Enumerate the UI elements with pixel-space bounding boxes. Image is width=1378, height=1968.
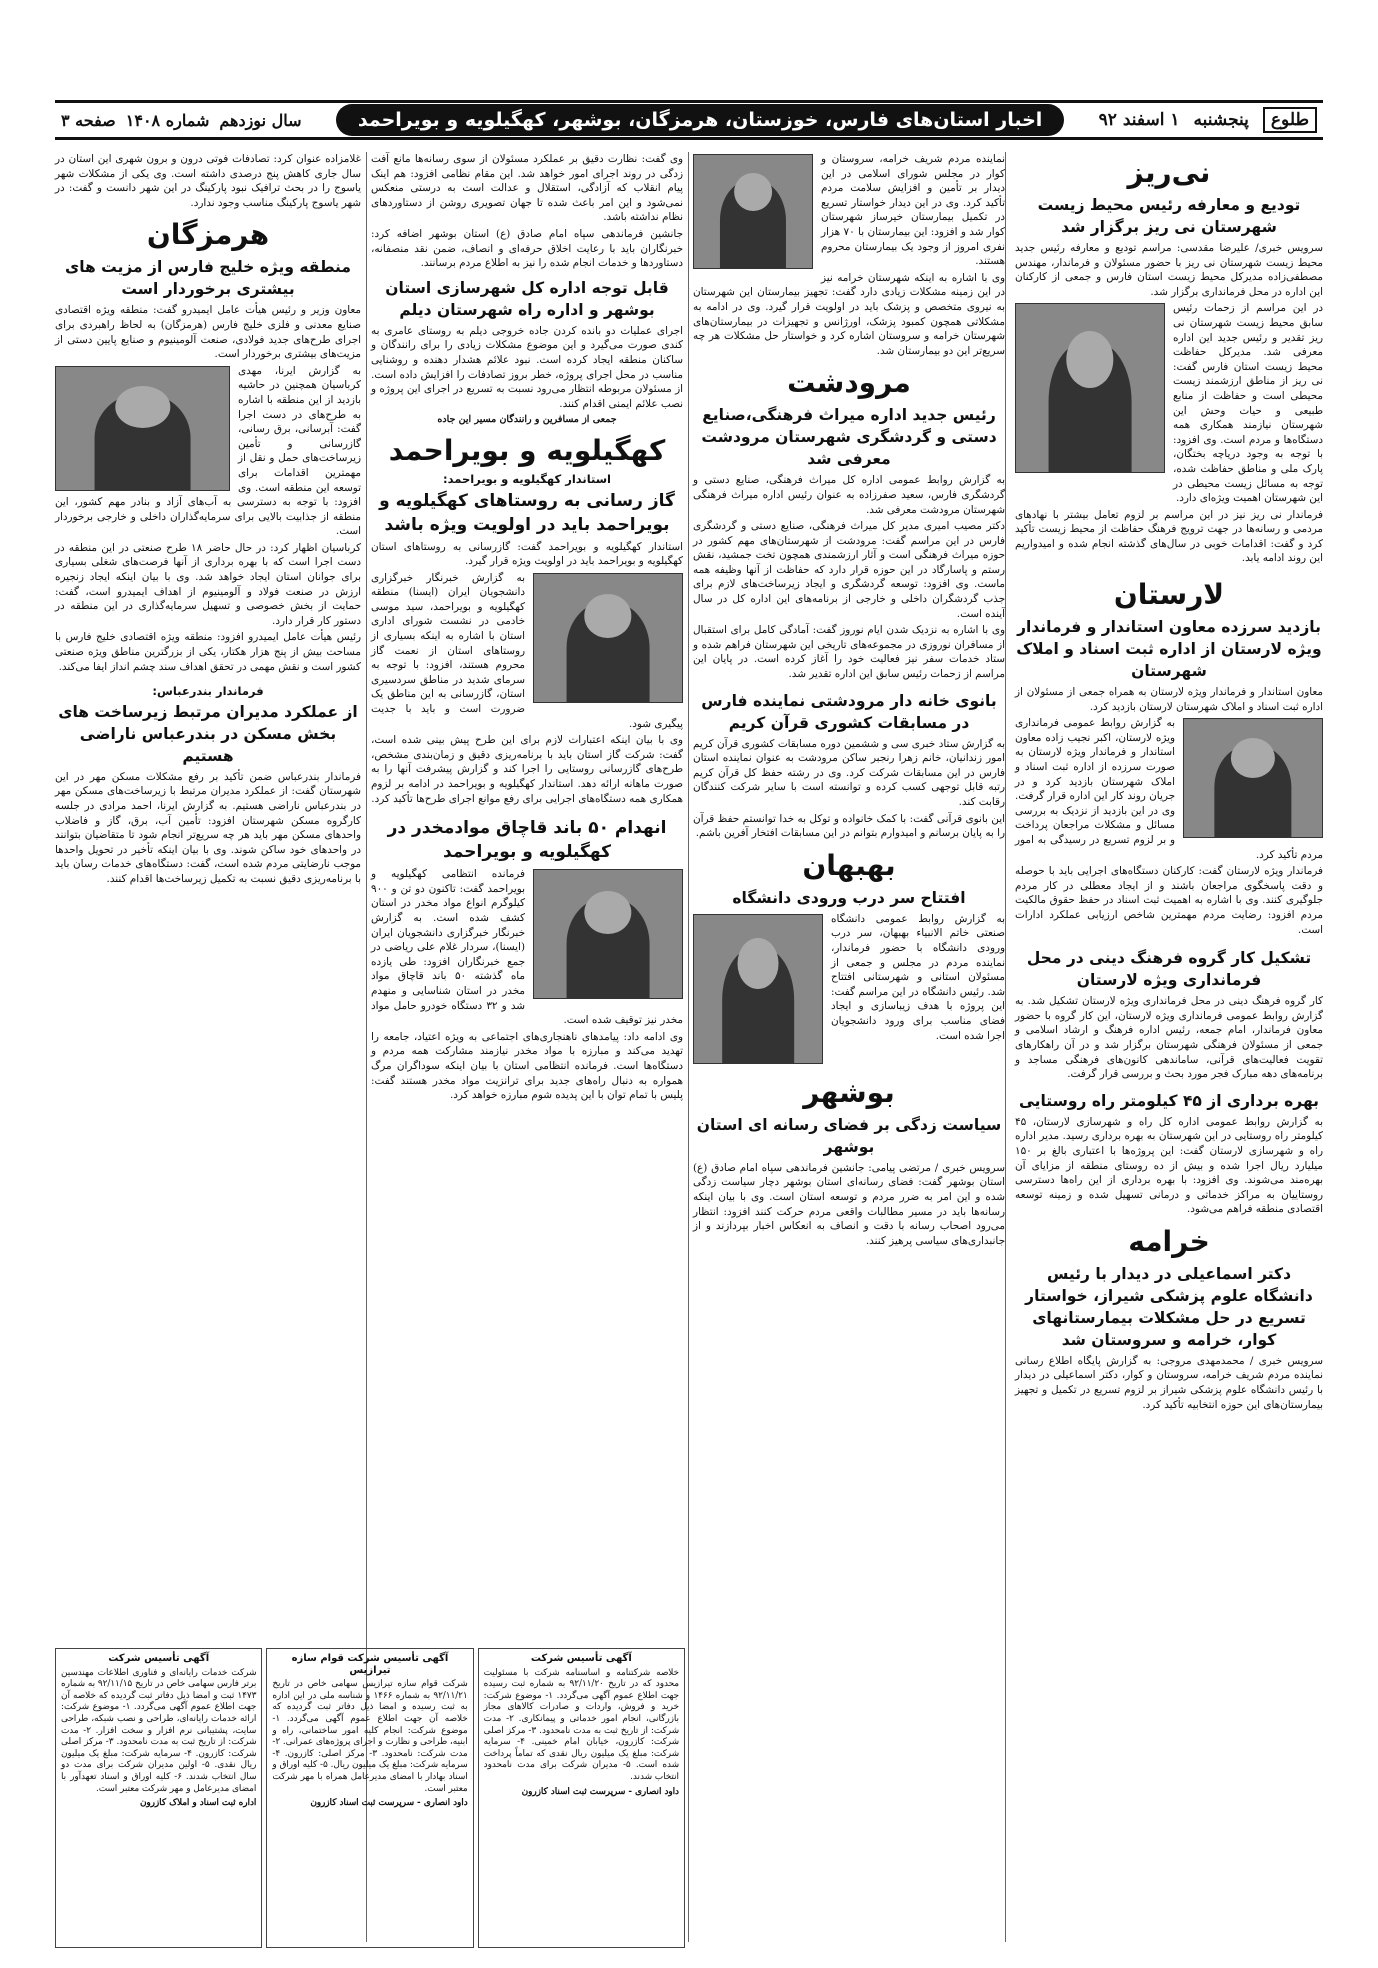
article-text: سرویس خبری / مرتضی پیامی: جانشین فرماندهی سپاه امام صادق (ع) استان بوشهر گفت: فضای رسانه‌ای استان بوشهر دچار سیاست زدگی شده و این امر به ضرر مردم و توسعه استان است. وی با بیان اینکه رسانه‌ها باید در مسیر مطالبات واقعی مردم حرکت کنند افزود: انتظار می‌رود اصحاب رسانه با دقت و انصاف به انعکاس اخبار بپردازند و از جانبداری‌های سیاسی پرهیز کنند. bbox=[693, 1161, 1005, 1247]
article-text: استاندار کهگیلویه و بویراحمد گفت: گازرسانی به روستاهای استان کهگیلویه و بویراحمد باید در اولویت ویژه قرار گیرد. bbox=[371, 540, 683, 568]
column-divider bbox=[1005, 152, 1006, 1942]
ad-text: شرکت خدمات رایانه‌ای و فناوری اطلاعات مهندسین برتر فارس سهامی خاص در تاریخ ۹۲/۱۱/۱۵ به شماره ۱۴۷۳ ثبت و امضا ذیل دفاتر ثبت گردیده که خلاصه آن جهت اطلاع عموم آگهی می‌گردد. ۱- موضوع شرکت: ارائه خدمات رایانه‌ای، طراحی و نصب شبکه، طراحی سایت، پشتیبانی نرم افزار و سخت افزار. ۲- مدت شرکت: از تاریخ ثبت به مدت نامحدود. ۳- مرکز اصلی شرکت: کازرون. ۴- سرمایه شرکت: مبلغ یک میلیون ریال نقدی. ۵- اولین مدیران شرکت برای مدت دو سال انتخاب شدند. ۶- کلیه اوراق و اسناد تعهدآور با امضای مدیرعامل و مهر شرکت معتبر است. bbox=[61, 1667, 257, 1794]
article-text: دکتر مصیب امیری مدیر کل میراث فرهنگی، صنایع دستی و گردشگری فارس در این مراسم گفت: مرودشت از شهرستان‌های مهم کشور در حوزه میراث فرهنگی است و آثار ارزشمندی همچون تخت جمشید، نقش رستم و پاسارگاد در این حوزه قرار دارد که حفاظت از آنها وظیفه همه ماست. وی افزود: توسعه گردشگری و ایجاد زیرساخت‌های لازم برای جذب گردشگران داخلی و خارجی از برنامه‌های این اداره کل در سال آینده است. bbox=[693, 520, 1005, 620]
section-behbahan: بهبهان bbox=[802, 848, 896, 882]
ad-title: آگهی تأسیس شرکت bbox=[530, 1653, 632, 1664]
headline-culture: تشکیل کار گروه فرهنگ دینی در محل فرمانداری ویژه لارستان bbox=[1026, 949, 1312, 990]
newspaper-page bbox=[55, 100, 1323, 1950]
section-neyriz: نی‌ریز bbox=[1127, 156, 1211, 189]
article-text: کرباسیان اظهار کرد: در حال حاضر ۱۸ طرح صنعتی در این منطقه در دست اجرا است که با بهره برداری از آنها فرصت‌های شغلی بسیاری برای جوانان استان ایجاد خواهد شد. وی با بیان اینکه ایجاد زنجیره ارزش در صنعت فولاد و آلومینیوم از اهداف ایمیدرو است، گفت: حمایت از بخش خصوصی و تسهیل سرمایه‌گذاری در این منطقه در دستور کار قرار دارد. bbox=[55, 541, 361, 627]
headline-dilam-road: قابل توجه اداره کل شهرسازی استان بوشهر و اداره راه شهرستان دیلم bbox=[385, 278, 669, 319]
ad-signature: داود انصاری - سرپرست ثبت اسناد کازرون bbox=[521, 1786, 679, 1797]
article-text: وی با بیان اینکه اعتبارات لازم برای این طرح پیش بینی شده است، گفت: شرکت گاز استان باید با برنامه‌ریزی دقیق و زمان‌بندی مشخص، طرح‌های گازرسانی روستایی را اجرا کند و گزارش پیشرفت آنها را به صورت ماهانه ارائه دهد. استاندار کهگیلویه و بویراحمد در ادامه بر لزوم همکاری همه دستگاه‌های اجرایی برای رفع موانع اجرای طرح‌ها تأکید کرد. bbox=[371, 734, 683, 805]
article-text: نماینده مردم شریف خرامه، سروستان و کوار در مجلس شورای اسلامی در این دیدار بر تأمین و افزایش سلامت مردم تأکید کرد. وی در این دیدار خواستار تسریع در تکمیل بیمارستان خیرساز شهرستان کوار شد و افزود: این بیمارستان با ۷۰ هزار نفری امروز از وجود یک بیمارستان محروم هستند. bbox=[821, 153, 1006, 268]
photo-police-commander bbox=[533, 869, 683, 999]
masthead-issue-block bbox=[61, 111, 301, 130]
photo-factory-visit bbox=[55, 366, 230, 491]
article-text: وی ادامه داد: پیامدهای ناهنجاری‌های اجتماعی به ویژه اعتیاد، جامعه را تهدید می‌کند و مبارزه با مواد مخدر نیازمند مشارکت همه مردم و دستگاه‌ها است. فرمانده انتظامی استان با بیان اینکه سوداگران مرگ همواره به دنبال راه‌های جدید برای ترانزیت مواد مخدر هستند گفت: پلیس با تمام توان با این پدیده شوم مبارزه خواهد کرد. bbox=[371, 1030, 683, 1102]
headline-larestan: بازدید سرزده معاون استاندار و فرماندار ویژه لارستان از اداره ثبت اسناد و املاک شهرستان bbox=[1016, 618, 1322, 681]
kicker-kohgiluyeh: استاندار کهگیلویه و بویراحمد: bbox=[443, 471, 611, 486]
headline-behbahan: افتتاح سر درب ورودی دانشگاه bbox=[732, 888, 966, 907]
article-text: این بانوی قرآنی گفت: با کمک خانواده و توکل به خدا توانستم حفظ قرآن را به پایان برسانم و امیدوارم بتوانم در این مسابقات افتخار آفرین باشم. bbox=[693, 812, 1005, 840]
ad-signature: داود انصاری - سرپرست ثبت اسناد کازرون bbox=[310, 1798, 468, 1809]
masthead-date: ۱ اسفند ۹۲ bbox=[1098, 110, 1180, 130]
classified-ads bbox=[55, 1648, 685, 1948]
article-text: فرمانده انتظامی کهگیلویه و بویراحمد گفت: تاکنون دو تن و ۹۰۰ کیلوگرم انواع مواد مخدر در استان کشف شده است. به گزارش خبرنگار خبرگزاری دانشجویان ایران (ایسنا)، سردار غلام علی ریاضی در جمع خبرنگاران افزود: طی یازده ماه گذشته ۵۰ باند قاچاق مواد مخدر در استان شناسایی و منهدم شد و ۳۲ دستگاه خودرو حامل مواد مخدر نیز توقیف شده است. bbox=[371, 868, 683, 1027]
headline-hormozgan: منطقه ویژه خلیج فارس از مزیت های بیشتری برخوردار است bbox=[65, 258, 351, 299]
section-hormozgan: هرمزگان bbox=[146, 218, 270, 252]
headline-quran: بانوی خانه دار مرودشتی نماینده فارس در مسابقات کشوری قرآن کریم bbox=[701, 691, 997, 732]
headline-gas: گاز رسانی به روستاهای کهگیلویه و بویراحمد باید در اولویت ویژه باشد bbox=[379, 490, 675, 535]
article-text: به گزارش خبرنگار خبرگزاری دانشجویان ایران (ایسنا) منطقه کهگیلویه و بویراحمد، سید موسی خادمی در نشست شورای اداری استان با اشاره به اینکه بسیاری از روستاهای استان از نعمت گاز محروم هستند، افزود: با توجه به سرمای شدید در مناطق سردسیری استان، گازرسانی به این مناطق یک ضرورت است و باید با جدیت پیگیری شود. bbox=[371, 571, 683, 730]
ad-text: شرکت قوام سازه تیرازیس سهامی خاص در تاریخ ۹۲/۱۱/۲۱ به شماره ۱۴۶۶ و شناسه ملی در این اداره به ثبت رسیده و امضا ذیل دفاتر ثبت گردیده که خلاصه آن جهت اطلاع عموم آگهی می‌گردد. ۱- موضوع شرکت: انجام کلیه امور ساختمانی، راه و ابنیه، طراحی و نظارت و اجرای پروژه‌های عمرانی. ۲- مدت شرکت: نامحدود. ۳- مرکز اصلی: کازرون. ۴- سرمایه شرکت: مبلغ یک میلیون ریال. ۵- کلیه اوراق و اسناد بهادار با امضای مدیرعامل همراه با مهر شرکت معتبر است. bbox=[272, 1679, 468, 1794]
article-text: وی با اشاره به اینکه شهرستان خرامه نیز در این زمینه مشکلات زیادی دارد گفت: تجهیز بیمارستان این شهرستان به نیروی متخصص و پزشک باید در اولویت قرار گیرد. وی در ادامه به مشکلاتی همچون کمبود پزشک، اورژانس و تجهیزات در بیمارستان‌های شهرستان خرامه و سروستان اشاره کرد و خواستار حل مشکلات هر چه سریع‌تر این دو بیمارستان شد. bbox=[693, 271, 1005, 357]
article-text: غلامزاده عنوان کرد: تصادفات فوتی درون و برون شهری این استان در سال جاری کاهش پنج درصدی داشته است. وی یکی از مشکلات شهر یاسوج را در بحث ترافیک نبود پارکینگ در این شهر دانست و گفت: در شهر یاسوج پارکینگ مناسب وجود ندارد. bbox=[55, 153, 361, 209]
section-marvdasht: مرودشت bbox=[787, 366, 911, 400]
column-3 bbox=[371, 152, 683, 1105]
headline-neyriz: تودیع و معارفه رئیس محیط زیست شهرستان نی ریز برگزار شد bbox=[1037, 196, 1301, 236]
newspaper-logo: طلوع bbox=[1263, 107, 1317, 133]
ad-box bbox=[266, 1648, 473, 1948]
ad-box bbox=[55, 1648, 262, 1948]
photo-governor bbox=[533, 573, 683, 703]
article-text: وی گفت: نظارت دقیق بر عملکرد مسئولان از سوی رسانه‌ها مانع آفت زدگی در روند اجرای امور خواهد شد. این مقام نظامی افزود: هم اینک پیام انقلاب که آزادگی، استقلال و عدالت است به درستی منعکس نمی‌شود و این امر باعث شده تا جهان تصویری روشن از دستاوردهای نظام نداشته باشد. bbox=[371, 153, 683, 224]
article-text: وی با اشاره به نزدیک شدن ایام نوروز گفت: آمادگی کامل برای استقبال از مسافران نوروزی در مجموعه‌های تاریخی این شهرستان فراهم شده و ستاد خدمات سفر نیز فعالیت خود را آغاز کرده است. در پایان این مراسم از زحمات رئیس سابق این اداره تقدیر شد. bbox=[693, 624, 1005, 681]
photo-official bbox=[1183, 718, 1323, 838]
article-text: معاون استاندار و فرماندار ویژه لارستان به همراه جمعی از مسئولان از اداره ثبت اسناد و املاک شهرستان لارستان بازدید کرد. bbox=[1015, 686, 1323, 713]
article-text: به گزارش روابط عمومی اداره کل میراث فرهنگی، صنایع دستی و گردشگری فارس، سعید صفرزاده به عنوان رئیس اداره میراث فرهنگی شهرستان مرودشت معرفی شد. bbox=[693, 474, 1005, 516]
section-larestan: لارستان bbox=[1113, 578, 1225, 612]
column-1 bbox=[1015, 152, 1323, 1414]
ad-title: آگهی تأسیس شرکت قوام سازه تیرازیس bbox=[291, 1653, 449, 1676]
section-kohgiluyeh: کهگیلویه و بویراحمد bbox=[388, 433, 666, 467]
article-text: کار گروه فرهنگ دینی در محل فرمانداری ویژه لارستان تشکیل شد. به گزارش روابط عمومی فرمانداری ویژه لارستان، این کار گروه با حضور معاون فرماندار، امام جمعه، رئیس اداره فرهنگ و ارشاد اسلامی و جمعی از مسئولان فرهنگی شهرستان برگزار شد و در آن راهکارهای تقویت فعالیت‌های قرآنی، ساماندهی کانون‌های فرهنگی مساجد و برنامه‌های دهه مبارک فجر مورد بحث و بررسی قرار گرفت. bbox=[1015, 995, 1323, 1081]
article-text: فرماندار ویژه لارستان گفت: کارکنان دستگاه‌های اجرایی باید با حوصله و دقت پاسخگوی مراجعان باشند و از ایجاد معطلی در کار مردم جلوگیری کنند. وی با اشاره به اهمیت ثبت اسناد در حفظ حقوق مالکیت مردم افزود: رضایت مردم مهمترین شاخص ارزیابی عملکرد ادارات است. bbox=[1015, 865, 1323, 936]
masthead-title: اخبار استان‌های فارس، خوزستان، هرمزگان، بوشهر، کهگیلویه و بویراحمد bbox=[336, 104, 1064, 136]
photo-mp-portrait bbox=[693, 154, 813, 269]
article-text: در این مراسم از زحمات رئیس سابق محیط زیست شهرستان نی ریز تقدیر و رئیس جدید این اداره معرفی شد. مدیرکل حفاظت محیط زیست استان فارس گفت: نی ریز از مناطق ارزشمند زیست محیطی است و حفاظت از منابع طبیعی و حیات وحش این شهرستان نیازمند همکاری همه دستگاه‌ها و مردم است. وی افزود: با توجه به وجود دریاچه بختگان، پارک ملی و مناطق حفاظت شده، توجه به مسائل زیست محیطی در این شهرستان اهمیت ویژه‌ای دارد. bbox=[1173, 302, 1323, 505]
masthead-issue: شماره ۱۴۰۸ bbox=[125, 110, 210, 130]
section-bushehr: بوشهر bbox=[803, 1075, 895, 1109]
ad-box bbox=[478, 1648, 685, 1948]
article-text: به گزارش ایرنا، مهدی کرباسیان همچنین در حاشیه بازدید از این منطقه با اشاره به طرح‌های در دست اجرا گفت: آبرسانی، برق رسانی، گازرسانی و تأمین زیرساخت‌های حمل و نقل از مهمترین اقدامات برای توسعه این منطقه است. وی افزود: با توجه به دسترسی به آب‌های آزاد و بنادر مهم کشور، این منطقه از جذابیت بالایی برای سرمایه‌گذاران داخلی و خارجی برخوردار است. bbox=[55, 364, 361, 538]
ad-title: آگهی تأسیس شرکت bbox=[108, 1653, 210, 1664]
article-text: معاون وزیر و رئیس هیأت عامل ایمیدرو گفت: منطقه ویژه اقتصادی صنایع معدنی و فلزی خلیج فارس (هرمزگان) به لحاظ راهبردی برای اجرای طرح‌های جدید فولادی، صنعت آلومینیوم و صنایع پایین دستی از مزیت‌های بیشتری برخوردار است. bbox=[55, 304, 361, 361]
article-signature: جمعی از مسافرین و رانندگان مسیر این جاده bbox=[437, 414, 617, 426]
article-text: سرویس خبری / محمدمهدی مروجی: به گزارش پایگاه اطلاع رسانی نماینده مردم شریف خرامه، سروستان و کوار، دکتر اسماعیلی در دیدار با رئیس دانشگاه علوم پزشکی شیراز بر لزوم تسریع در تکمیل و تجهیز بیمارستان‌های این حوزه انتخابیه تأکید کرد. bbox=[1015, 1354, 1323, 1411]
ad-text: خلاصه شرکتنامه و اساسنامه شرکت با مسئولیت محدود که در تاریخ ۹۲/۱۱/۲۰ به شماره ثبت رسیده جهت اطلاع عموم آگهی می‌گردد. ۱- موضوع شرکت: خرید و فروش، واردات و صادرات کالاهای مجاز بازرگانی، انجام امور خدماتی و پیمانکاری. ۲- مدت شرکت: از تاریخ ثبت به مدت نامحدود. ۳- مرکز اصلی شرکت: کازرون، خیابان امام خمینی. ۴- سرمایه شرکت: مبلغ یک میلیون ریال نقدی که تماماً پرداخت شده است. ۵- مدیران شرکت برای مدت نامحدود انتخاب شدند. bbox=[483, 1667, 679, 1782]
headline-bushehr: سیاست زدگی بر فضای رسانه ای استان بوشهر bbox=[696, 1115, 1002, 1156]
article-text: رئیس هیأت عامل ایمیدرو افزود: منطقه ویژه اقتصادی خلیج فارس با مساحت بیش از پنج هزار هکتار، یکی از بزرگترین مناطق ویژه صنعتی کشور است و نقش مهمی در تحقق اهداف سند چشم انداز ایفا می‌کند. bbox=[55, 631, 361, 673]
article-text: سرویس خبری/ علیرضا مقدسی: مراسم تودیع و معارفه رئیس جدید محیط زیست شهرستان نی ریز با حضور مسئولان و فرماندار، مهندس مصطفی‌زاده مدیرکل محیط زیست استان فارس و جمعی از کارکنان این اداره در محل فرمانداری برگزار شد. bbox=[1015, 242, 1323, 298]
headline-rural-road: بهره برداری از ۴۵ کیلومتر راه روستایی bbox=[1018, 1091, 1320, 1110]
masthead-year: سال نوزدهم bbox=[219, 110, 302, 130]
article-text: به گزارش ستاد خبری سی و ششمین دوره مسابقات کشوری قرآن کریم امور زندانیان، خانم زهرا رنجبر ساکن مرودشت به عنوان نماینده استان فارس در این مسابقات شرکت کرد. وی در رشته حفظ کل قرآن کریم رتبه قابل توجهی کسب کرده و توانسته است با سایر شرکت کنندگان رقابت کند. bbox=[693, 737, 1005, 808]
article-text: به گزارش روابط عمومی دانشگاه صنعتی خاتم الانبیاء بهبهان، سر درب ورودی دانشگاه با حضور فرماندار، نماینده مردم در مجلس و جمعی از مسئولان استانی و شهرستانی افتتاح شد. رئیس دانشگاه در این مراسم گفت: این پروژه با هدف زیباسازی و ایجاد فضای مناسب برای ورود دانشجویان اجرا شده است. bbox=[831, 912, 1005, 1042]
headline-marvdasht: رئیس جدید اداره میراث فرهنگی،صنایع دستی و گردشگری شهرستان مرودشت معرفی شد bbox=[701, 406, 997, 469]
article-text: جانشین فرماندهی سپاه امام صادق (ع) استان بوشهر اضافه کرد: خبرنگاران باید با رعایت اخلاق حرفه‌ای و انصاف، ضمن نقد منصفانه، دستاوردها و خدمات انجام شده را نیز به اطلاع مردم برسانند. bbox=[371, 227, 683, 270]
article-text: به گزارش روابط عمومی اداره کل راه و شهرسازی لارستان، ۴۵ کیلومتر راه روستایی در این شهرستان به بهره برداری رسید. مدیر اداره راه و شهرسازی لارستان گفت: این پروژه‌ها با اعتباری بالغ بر ۱۵۰ میلیارد ریال اجرا شده و بیش از ده روستای منطقه از مزایای آن بهره‌مند می‌شوند. وی افزود: با بهره برداری از این راه‌ها دسترسی روستاییان به مراکز خدماتی و درمانی تسهیل شده و زمینه توسعه اقتصادی منطقه فراهم می‌شود. bbox=[1015, 1115, 1323, 1216]
masthead bbox=[55, 100, 1323, 140]
column-2 bbox=[693, 152, 1005, 1250]
masthead-day: پنجشنبه bbox=[1193, 110, 1249, 130]
article-text: فرماندار بندرعباس ضمن تأکید بر رفع مشکلات مسکن مهر در این شهرستان گفت: از عملکرد مدیران مرتبط با زیرساخت‌های مسکن مهر در بندرعباس ناراضی هستیم. به گزارش ایرنا، احمد مرادی در جلسه کارگروه مسکن شهرستان افزود: تأمین آب، برق، گاز و فاضلاب واحدهای مسکن مهر باید هر چه سریع‌تر انجام شود تا متقاضیان بتوانند در واحدهای خود ساکن شوند. وی با بیان اینکه تأخیر در تحویل واحدها موجب نارضایتی مردم شده است، گفت: دستگاه‌های خدمات رسان باید با برنامه‌ریزی دقیق نسبت به تکمیل زیرساخت‌ها اقدام کنند. bbox=[55, 770, 361, 885]
column-divider bbox=[688, 152, 689, 1942]
section-kherameh: خرامه bbox=[1128, 1224, 1210, 1258]
headline-bandar-abbas: از عملکرد مدیران مرتبط زیرساخت های بخش مسکن در بندرعباس ناراضی هستیم bbox=[58, 702, 358, 765]
photo-handshake bbox=[1015, 303, 1165, 473]
photo-ribbon-cutting bbox=[693, 914, 823, 1064]
masthead-date-block bbox=[1099, 107, 1317, 133]
ad-signature: اداره ثبت اسناد و املاک کازرون bbox=[139, 1798, 257, 1809]
article-text: فرماندار نی ریز نیز در این مراسم بر لزوم تعامل بیشتر با نهادهای مردمی و رسانه‌ها در جهت ترویج فرهنگ حفاظت از محیط زیست تأکید کرد و گفت: اقدامات خوبی در سال‌های گذشته انجام شده و امیدواریم این روند ادامه یابد. bbox=[1015, 508, 1323, 565]
column-4 bbox=[55, 152, 361, 889]
kicker-bandar-abbas: فرماندار بندرعباس: bbox=[152, 684, 264, 699]
article-text: اجرای عملیات دو بانده کردن جاده خروجی دیلم به روستای عامری به کندی صورت می‌گیرد و این موضوع مشکلات زیادی را برای رانندگان و ساکنان منطقه ایجاد کرده است. نبود علائم هشدار دهنده و روشنایی مناسب در محل اجرای پروژه، خطر بروز تصادفات را افزایش داده است. از مسئولان مربوطه انتظار می‌رود نسبت به تسریع در اجرای این پروژه و نصب علائم ایمنی اقدام کنند. bbox=[371, 324, 683, 410]
headline-smuggling: انهدام ۵۰ باند قاچاق موادمخدر در کهگیلویه و بویراحمد bbox=[387, 818, 667, 863]
masthead-page: صفحه ۳ bbox=[61, 110, 116, 130]
headline-kherameh: دکتر اسماعیلی در دیدار با رئیس دانشگاه علوم پزشکی شیراز، خواستار تسریع در حل مشکلات بیمارستانهای کوار، خرامه و سروستان شد bbox=[1025, 1264, 1313, 1349]
article-text: به گزارش روابط عمومی فرمانداری ویژه لارستان، اکبر نجیب زاده معاون استاندار و فرماندار ویژه لارستان به صورت سرزده از اداره ثبت اسناد و املاک شهرستان بازدید کرد و در جریان روند کار این اداره قرار گرفت. وی در این بازدید از نزدیک به بررسی مسائل و مشکلات مراجعان پرداخت و بر لزوم تسریع در رسیدگی به امور مردم تأکید کرد. bbox=[1015, 717, 1323, 861]
